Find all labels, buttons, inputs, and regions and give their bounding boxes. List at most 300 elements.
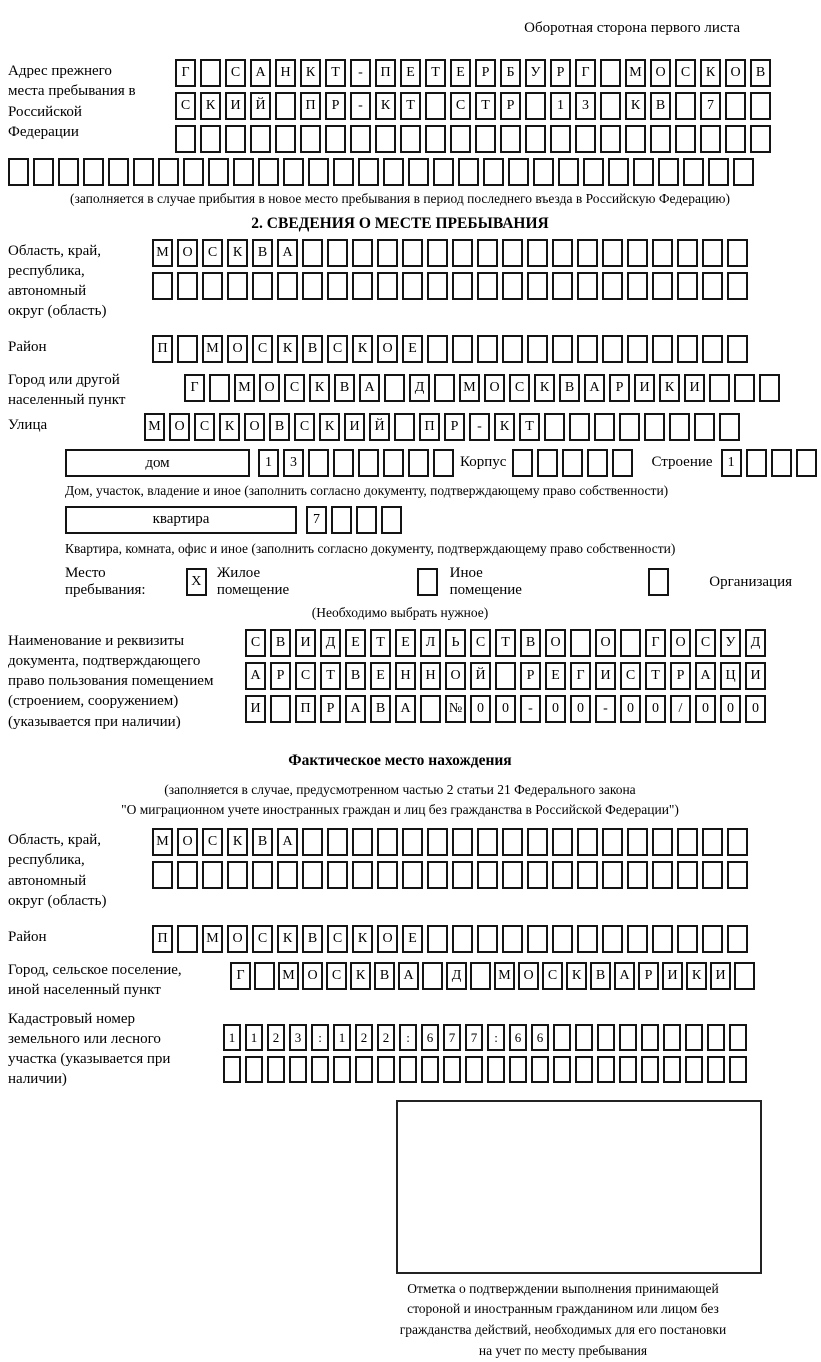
char-cell[interactable] [377,861,398,889]
char-cell[interactable] [402,272,423,300]
char-cell[interactable] [452,828,473,856]
char-cell[interactable]: П [375,59,396,87]
char-cell[interactable]: 6 [531,1024,549,1051]
char-cell[interactable] [381,506,402,534]
char-cell[interactable] [675,125,696,153]
char-cell[interactable]: В [302,925,323,953]
char-cell[interactable]: Г [230,962,251,990]
char-cell[interactable]: С [252,335,273,363]
char-cell[interactable] [702,861,723,889]
char-cell[interactable]: О [484,374,505,402]
char-cell[interactable] [577,335,598,363]
char-cell[interactable] [627,925,648,953]
char-cell[interactable]: К [659,374,680,402]
char-cell[interactable]: М [152,828,173,856]
char-cell[interactable] [677,861,698,889]
char-cell[interactable] [377,828,398,856]
char-cell[interactable] [597,1056,615,1083]
char-cell[interactable] [707,1056,725,1083]
char-cell[interactable]: Е [402,335,423,363]
char-cell[interactable] [575,1056,593,1083]
char-cell[interactable]: Ь [445,629,466,657]
char-cell[interactable] [477,861,498,889]
char-cell[interactable]: Р [670,662,691,690]
char-cell[interactable]: Т [645,662,666,690]
char-cell[interactable] [677,272,698,300]
char-cell[interactable]: Т [370,629,391,657]
char-cell[interactable]: О [244,413,265,441]
char-cell[interactable] [356,506,377,534]
char-cell[interactable]: - [520,695,541,723]
char-cell[interactable] [200,59,221,87]
char-cell[interactable] [525,125,546,153]
char-cell[interactable] [8,158,29,186]
char-cell[interactable] [552,272,573,300]
char-cell[interactable]: О [259,374,280,402]
char-cell[interactable]: С [620,662,641,690]
char-cell[interactable]: Е [345,629,366,657]
char-cell[interactable]: С [675,59,696,87]
char-cell[interactable]: В [650,92,671,120]
char-cell[interactable] [558,158,579,186]
char-cell[interactable] [83,158,104,186]
char-cell[interactable]: 0 [470,695,491,723]
char-cell[interactable] [552,239,573,267]
char-cell[interactable]: Е [370,662,391,690]
char-cell[interactable]: К [200,92,221,120]
char-cell[interactable]: В [750,59,771,87]
char-cell[interactable] [183,158,204,186]
char-cell[interactable]: О [227,925,248,953]
char-cell[interactable] [302,861,323,889]
char-cell[interactable]: О [227,335,248,363]
char-cell[interactable]: О [169,413,190,441]
char-cell[interactable] [227,861,248,889]
char-cell[interactable] [627,272,648,300]
char-cell[interactable] [352,272,373,300]
char-cell[interactable]: К [375,92,396,120]
char-cell[interactable]: - [595,695,616,723]
char-cell[interactable] [527,925,548,953]
char-cell[interactable]: В [374,962,395,990]
char-cell[interactable]: - [350,59,371,87]
char-cell[interactable] [302,828,323,856]
char-cell[interactable] [502,272,523,300]
char-cell[interactable]: С [194,413,215,441]
char-cell[interactable] [619,1024,637,1051]
char-cell[interactable] [327,239,348,267]
char-cell[interactable] [727,925,748,953]
char-cell[interactable] [458,158,479,186]
char-cell[interactable] [620,629,641,657]
char-cell[interactable]: 0 [720,695,741,723]
char-cell[interactable] [108,158,129,186]
char-cell[interactable]: И [245,695,266,723]
char-cell[interactable] [552,335,573,363]
char-cell[interactable] [509,1056,527,1083]
char-cell[interactable] [311,1056,329,1083]
char-cell[interactable] [333,449,354,477]
char-cell[interactable] [570,629,591,657]
char-cell[interactable] [759,374,780,402]
char-cell[interactable]: К [227,239,248,267]
char-cell[interactable] [575,125,596,153]
char-cell[interactable] [352,861,373,889]
char-cell[interactable]: 3 [283,449,304,477]
char-cell[interactable] [200,125,221,153]
char-cell[interactable]: 1 [245,1024,263,1051]
char-cell[interactable] [702,828,723,856]
char-cell[interactable] [383,158,404,186]
char-cell[interactable]: В [370,695,391,723]
char-cell[interactable]: А [584,374,605,402]
char-cell[interactable] [602,925,623,953]
char-cell[interactable] [627,239,648,267]
char-cell[interactable] [350,125,371,153]
char-cell[interactable] [452,861,473,889]
char-cell[interactable]: О [177,239,198,267]
char-cell[interactable] [267,1056,285,1083]
char-cell[interactable] [399,1056,417,1083]
char-cell[interactable]: В [559,374,580,402]
char-cell[interactable] [641,1056,659,1083]
char-cell[interactable]: С [695,629,716,657]
char-cell[interactable] [602,828,623,856]
char-cell[interactable] [433,449,454,477]
char-cell[interactable] [550,125,571,153]
char-cell[interactable]: С [450,92,471,120]
char-cell[interactable] [727,239,748,267]
char-cell[interactable] [650,125,671,153]
char-cell[interactable]: С [326,962,347,990]
char-cell[interactable]: 2 [377,1024,395,1051]
char-cell[interactable]: К [700,59,721,87]
char-cell[interactable] [727,335,748,363]
char-cell[interactable] [577,828,598,856]
char-cell[interactable]: И [710,962,731,990]
char-cell[interactable] [750,92,771,120]
char-cell[interactable]: А [277,239,298,267]
char-cell[interactable] [527,861,548,889]
char-cell[interactable]: В [520,629,541,657]
char-cell[interactable] [434,374,455,402]
char-cell[interactable] [384,374,405,402]
char-cell[interactable]: О [725,59,746,87]
char-cell[interactable] [727,861,748,889]
char-cell[interactable]: Г [184,374,205,402]
char-cell[interactable]: Й [470,662,491,690]
char-cell[interactable]: И [344,413,365,441]
char-cell[interactable] [477,335,498,363]
char-cell[interactable] [402,828,423,856]
char-cell[interactable]: Б [500,59,521,87]
char-cell[interactable]: А [250,59,271,87]
char-cell[interactable] [677,925,698,953]
char-cell[interactable] [152,272,173,300]
char-cell[interactable] [709,374,730,402]
char-cell[interactable]: В [334,374,355,402]
char-cell[interactable]: П [419,413,440,441]
char-cell[interactable]: О [302,962,323,990]
char-cell[interactable] [694,413,715,441]
char-cell[interactable] [512,449,533,477]
char-cell[interactable] [283,158,304,186]
char-cell[interactable] [619,1056,637,1083]
char-cell[interactable]: О [545,629,566,657]
char-cell[interactable]: 2 [355,1024,373,1051]
char-cell[interactable]: Т [400,92,421,120]
char-cell[interactable]: А [614,962,635,990]
char-cell[interactable] [734,374,755,402]
char-cell[interactable] [450,125,471,153]
char-cell[interactable] [333,1056,351,1083]
char-cell[interactable]: П [300,92,321,120]
char-cell[interactable] [702,272,723,300]
char-cell[interactable]: Й [250,92,271,120]
char-cell[interactable] [275,125,296,153]
char-cell[interactable] [475,125,496,153]
char-cell[interactable]: О [445,662,466,690]
char-cell[interactable]: А [359,374,380,402]
char-cell[interactable]: Й [369,413,390,441]
char-cell[interactable]: К [219,413,240,441]
char-cell[interactable] [177,861,198,889]
char-cell[interactable]: В [270,629,291,657]
char-cell[interactable]: Р [320,695,341,723]
char-cell[interactable]: 3 [289,1024,307,1051]
char-cell[interactable] [683,158,704,186]
char-cell[interactable] [487,1056,505,1083]
char-cell[interactable]: К [350,962,371,990]
char-cell[interactable]: С [295,662,316,690]
char-cell[interactable]: М [144,413,165,441]
char-cell[interactable] [258,158,279,186]
char-cell[interactable] [452,335,473,363]
char-cell[interactable] [502,925,523,953]
char-cell[interactable]: А [345,695,366,723]
char-cell[interactable] [600,125,621,153]
char-cell[interactable] [327,272,348,300]
char-cell[interactable] [270,695,291,723]
char-cell[interactable]: 3 [575,92,596,120]
char-cell[interactable] [377,1056,395,1083]
char-cell[interactable]: : [311,1024,329,1051]
char-cell[interactable]: В [345,662,366,690]
char-cell[interactable]: О [650,59,671,87]
char-cell[interactable]: 7 [700,92,721,120]
char-cell[interactable] [727,272,748,300]
char-cell[interactable] [408,158,429,186]
char-cell[interactable] [420,695,441,723]
char-cell[interactable]: - [469,413,490,441]
char-cell[interactable]: Е [400,59,421,87]
char-cell[interactable]: О [177,828,198,856]
char-cell[interactable] [402,239,423,267]
char-cell[interactable]: С [284,374,305,402]
char-cell[interactable]: Т [475,92,496,120]
char-cell[interactable]: Р [325,92,346,120]
char-cell[interactable] [527,828,548,856]
char-cell[interactable] [308,449,329,477]
char-cell[interactable] [375,125,396,153]
char-cell[interactable] [796,449,817,477]
char-cell[interactable] [702,335,723,363]
char-cell[interactable] [537,449,558,477]
char-cell[interactable]: У [525,59,546,87]
char-cell[interactable] [700,125,721,153]
char-cell[interactable]: 7 [443,1024,461,1051]
char-cell[interactable] [477,272,498,300]
char-cell[interactable] [352,828,373,856]
char-cell[interactable] [508,158,529,186]
char-cell[interactable]: Д [745,629,766,657]
char-cell[interactable] [702,239,723,267]
char-cell[interactable]: Г [175,59,196,87]
char-cell[interactable]: 7 [306,506,327,534]
char-cell[interactable] [327,861,348,889]
char-cell[interactable] [675,92,696,120]
char-cell[interactable] [331,506,352,534]
char-cell[interactable] [254,962,275,990]
char-cell[interactable] [569,413,590,441]
char-cell[interactable]: Д [320,629,341,657]
char-cell[interactable] [612,449,633,477]
char-cell[interactable]: К [686,962,707,990]
char-cell[interactable] [685,1056,703,1083]
char-cell[interactable] [452,272,473,300]
char-cell[interactable]: А [398,962,419,990]
char-cell[interactable] [358,158,379,186]
char-cell[interactable]: Р [500,92,521,120]
char-cell[interactable] [209,374,230,402]
char-cell[interactable] [677,335,698,363]
char-cell[interactable] [223,1056,241,1083]
char-cell[interactable]: М [494,962,515,990]
char-cell[interactable]: А [395,695,416,723]
char-cell[interactable] [553,1024,571,1051]
char-cell[interactable] [708,158,729,186]
char-cell[interactable]: А [277,828,298,856]
char-cell[interactable]: С [245,629,266,657]
char-cell[interactable]: В [252,239,273,267]
char-cell[interactable]: К [534,374,555,402]
char-cell[interactable]: В [302,335,323,363]
char-cell[interactable] [58,158,79,186]
char-cell[interactable] [383,449,404,477]
char-cell[interactable]: Т [425,59,446,87]
char-cell[interactable]: С [175,92,196,120]
char-cell[interactable] [225,125,246,153]
char-cell[interactable] [658,158,679,186]
char-cell[interactable] [600,92,621,120]
char-cell[interactable] [227,272,248,300]
char-cell[interactable] [527,272,548,300]
char-cell[interactable]: : [399,1024,417,1051]
char-cell[interactable]: : [487,1024,505,1051]
char-cell[interactable]: Е [545,662,566,690]
char-cell[interactable] [531,1056,549,1083]
char-cell[interactable] [527,239,548,267]
char-cell[interactable]: С [327,925,348,953]
char-cell[interactable] [427,239,448,267]
char-cell[interactable]: К [566,962,587,990]
char-cell[interactable]: С [509,374,530,402]
char-cell[interactable]: 6 [509,1024,527,1051]
char-cell[interactable] [527,335,548,363]
char-cell[interactable]: О [595,629,616,657]
char-cell[interactable]: 1 [333,1024,351,1051]
char-cell[interactable]: 0 [745,695,766,723]
char-cell[interactable] [402,861,423,889]
char-cell[interactable]: Р [444,413,465,441]
char-cell[interactable]: Г [570,662,591,690]
char-cell[interactable] [177,925,198,953]
char-cell[interactable] [470,962,491,990]
char-cell[interactable] [725,125,746,153]
char-cell[interactable]: Р [520,662,541,690]
char-cell[interactable]: Д [446,962,467,990]
char-cell[interactable]: К [319,413,340,441]
char-cell[interactable] [750,125,771,153]
char-cell[interactable] [500,125,521,153]
char-cell[interactable] [733,158,754,186]
char-cell[interactable]: П [152,925,173,953]
char-cell[interactable]: № [445,695,466,723]
char-cell[interactable] [602,272,623,300]
char-cell[interactable] [652,272,673,300]
char-cell[interactable]: Е [402,925,423,953]
char-cell[interactable] [452,239,473,267]
char-cell[interactable]: С [327,335,348,363]
char-cell[interactable]: К [352,335,373,363]
char-cell[interactable] [433,158,454,186]
char-cell[interactable] [177,335,198,363]
char-cell[interactable]: 0 [620,695,641,723]
char-cell[interactable] [252,861,273,889]
org-checkbox[interactable] [648,568,669,596]
char-cell[interactable]: С [294,413,315,441]
char-cell[interactable] [327,828,348,856]
char-cell[interactable]: У [720,629,741,657]
char-cell[interactable]: И [295,629,316,657]
char-cell[interactable] [702,925,723,953]
char-cell[interactable] [663,1056,681,1083]
char-cell[interactable] [325,125,346,153]
char-cell[interactable] [600,59,621,87]
char-cell[interactable] [477,828,498,856]
char-cell[interactable]: Н [420,662,441,690]
char-cell[interactable]: К [227,828,248,856]
char-cell[interactable] [358,449,379,477]
char-cell[interactable]: И [225,92,246,120]
char-cell[interactable] [233,158,254,186]
char-cell[interactable]: Т [320,662,341,690]
char-cell[interactable] [400,125,421,153]
char-cell[interactable]: Г [575,59,596,87]
char-cell[interactable]: 0 [570,695,591,723]
char-cell[interactable] [425,125,446,153]
char-cell[interactable] [427,335,448,363]
char-cell[interactable]: 1 [550,92,571,120]
char-cell[interactable] [277,272,298,300]
char-cell[interactable] [669,413,690,441]
inoe-checkbox[interactable] [417,568,438,596]
char-cell[interactable]: 0 [645,695,666,723]
char-cell[interactable] [275,92,296,120]
char-cell[interactable] [352,239,373,267]
char-cell[interactable] [408,449,429,477]
char-cell[interactable]: 1 [258,449,279,477]
